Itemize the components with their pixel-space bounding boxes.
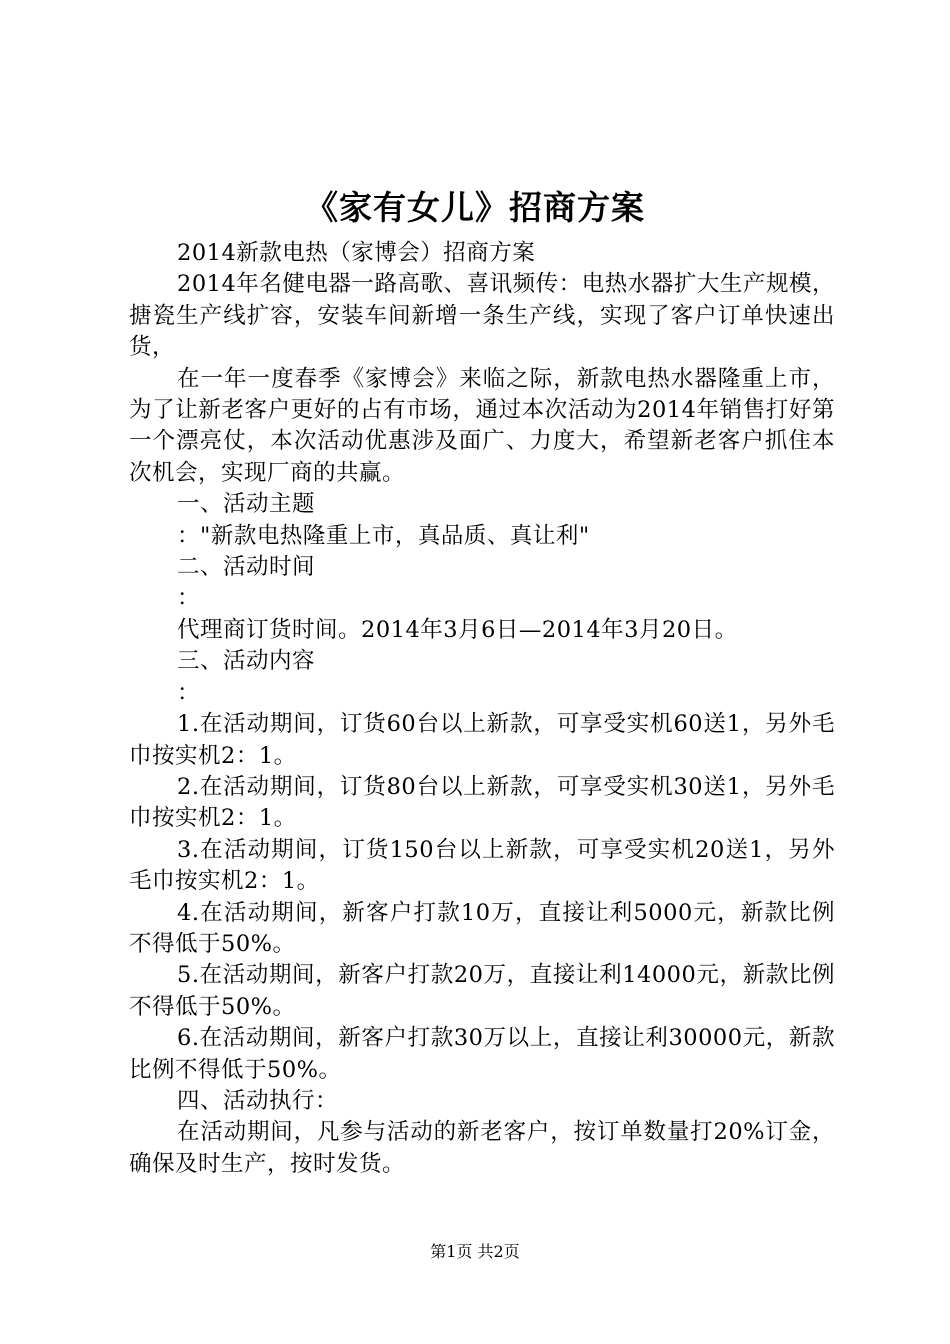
- time-paragraph: 代理商订货时间。2014年3月6日—2014年3月20日。: [177, 616, 738, 643]
- content-colon-line: ：: [177, 679, 201, 706]
- background-paragraph: 在一年一度春季《家博会》来临之际，新款电热水器隆重上市，为了让新老客户更好的占有市场，通过本次活动为2014年销售打好第一个漂亮仗，本次活动优惠涉及面广、力度大，希望新老客户抓住本次机会，实现厂商的共赢。: [129, 365, 835, 486]
- content-item-5: 5.在活动期间，新客户打款20万，直接让利14000元，新款比例不得低于50%。: [129, 962, 835, 1020]
- subtitle-paragraph: 2014新款电热（家博会）招商方案: [177, 240, 536, 266]
- section-heading-theme: 一、活动主题: [177, 491, 316, 518]
- section-heading-time: 二、活动时间: [177, 554, 316, 581]
- document-body: [129, 238, 835, 1180]
- execution-paragraph: 在活动期间，凡参与活动的新老客户，按订单数量打20%订金，确保及时生产，按时发货。: [129, 1119, 835, 1177]
- content-item-6: 6.在活动期间，新客户打款30万以上，直接让利30000元，新款比例不得低于50%。: [129, 1025, 835, 1083]
- content-item-4: 4.在活动期间，新客户打款10万，直接让利5000元，新款比例不得低于50%。: [129, 899, 835, 957]
- content-item-3: 3.在活动期间，订货150台以上新款，可享受实机20送1，另外毛巾按实机2：1。: [129, 836, 835, 895]
- content-item-2: 2.在活动期间，订货80台以上新款，可享受实机30送1，另外毛巾按实机2：1。: [129, 773, 835, 832]
- intro-paragraph: 2014年名健电器一路高歌、喜讯频传：电热水器扩大生产规模，搪瓷生产线扩容，安装车间新增一条生产线，实现了客户订单快速出货，: [129, 271, 835, 361]
- content-item-1: 1.在活动期间，订货60台以上新款，可享受实机60送1，另外毛巾按实机2：1。: [129, 711, 835, 769]
- section-heading-content: 三、活动内容: [177, 648, 316, 675]
- document-title: 《家有女儿》招商方案: [305, 188, 645, 227]
- time-colon-line: ：: [177, 585, 201, 612]
- theme-paragraph: ："新款电热隆重上市，真品质、真让利": [177, 522, 590, 549]
- page-footer: 第1页 共2页: [430, 1242, 520, 1261]
- section-heading-execution: 四、活动执行：: [177, 1087, 339, 1114]
